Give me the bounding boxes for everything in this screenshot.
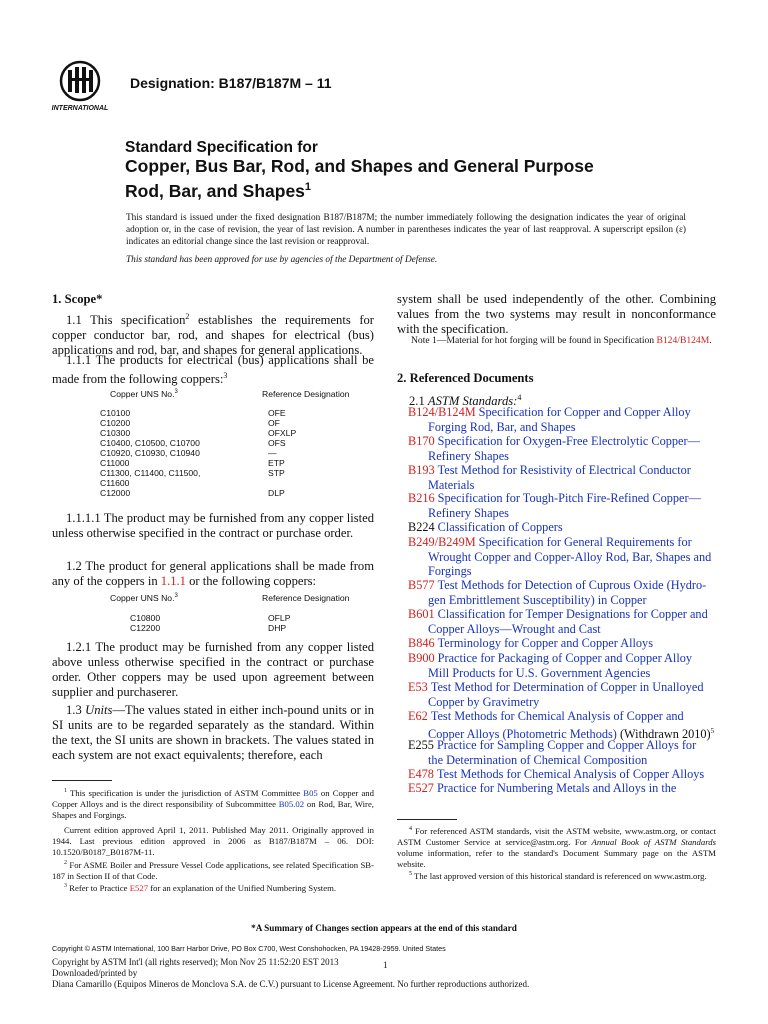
ref-title-link[interactable]: Test Methods for Chemical Analysis of Copper and xyxy=(430,709,684,723)
link-b05-02[interactable]: B05.02 xyxy=(278,798,305,809)
table1-header-designation: Reference Designation xyxy=(262,389,350,399)
table-row: C12200 DHP xyxy=(130,623,287,633)
section-1-heading: 1. Scope* xyxy=(52,292,103,306)
ref-title-link[interactable]: Specification for Oxygen-Free Electrolytic Copper— xyxy=(437,434,700,448)
ref-item xyxy=(408,636,716,651)
ref-title-link[interactable]: Practice for Packaging of Copper and Copper Alloy xyxy=(437,651,693,665)
ref-code-link[interactable]: E478 xyxy=(408,767,434,781)
ref-title-link[interactable]: Specification for General Requirements for xyxy=(478,535,692,549)
ref-item: E255 Practice for Sampling Copper and Copper Alloys for the Determination of Chemical Composition xyxy=(408,738,697,767)
ref-item: B900 Practice for Packaging of Copper and Copper Alloy Mill Products for U.S. Government Agencies xyxy=(408,651,693,680)
summary-of-changes-note: *A Summary of Changes section appears at the end of this standard xyxy=(251,923,517,933)
footnote-1-edition: Current edition approved April 1, 2011. Published May 2011. Originally approved in 1944. Last previous edition approved in 2006 as B187/B187M – 06. DOI: 10.1520/B0187_B0187M-11. xyxy=(52,825,374,857)
link-b124[interactable]: B124/B124M xyxy=(656,335,710,346)
table2-header-designation: Reference Designation xyxy=(262,593,350,603)
footnote-rule-left xyxy=(52,780,112,781)
ref-item xyxy=(408,781,716,796)
ref-item xyxy=(408,767,716,782)
table-row: C11300, C11400, C11500, STP xyxy=(100,468,285,478)
copper-table-2 xyxy=(130,613,290,633)
ref-code-link[interactable]: B846 xyxy=(408,636,435,650)
document-title: Copper, Bus Bar, Rod, and Shapes and General Purpose Rod, Bar, and Shapes$^1$ xyxy=(125,156,594,201)
astm-logo xyxy=(50,58,122,114)
para-1-2: 1.2 The product for general applications shall be made from any of the coppers in 1.1.1 or the following coppers: xyxy=(52,559,374,588)
ref-item: B249/B249M Specification for General Requirements for Wrought Copper and Copper-Alloy Rod, Bar, Shapes and Forgings xyxy=(408,535,712,579)
issued-note: This standard is issued under the fixed designation B187/B187M; the number immediately following the designation indicates the year of original adoption or, in the case of revision, the year of last revision. A number in parentheses indicates the year of last reapproval. A superscript epsilon (ε) indicates an editorial change since the last revision or reapproval. xyxy=(126,213,686,247)
designation: Designation: B187/B187M – 11 xyxy=(130,75,332,91)
section-2-heading: 2. Referenced Documents xyxy=(397,371,534,385)
page-number: 1 xyxy=(383,960,388,970)
link-e527-footnote[interactable]: E527 xyxy=(129,882,149,893)
ref-title-link[interactable]: Practice for Numbering Metals and Alloys in the xyxy=(436,781,677,795)
ref-item: B216 Specification for Tough-Pitch Fire-Refined Copper— Refinery Shapes xyxy=(408,491,701,520)
footnote-1: $^1$ This specification is under the jurisdiction of ASTM Committee B05 on Copper and Copper Alloys and is the direct responsibility of Subcommittee B05.02 on Rod, Bar, Wire, Shapes and Forgings. xyxy=(52,787,374,820)
ref-code-link[interactable]: B216 xyxy=(408,491,435,505)
ref-code-link[interactable]: B249/B249M xyxy=(408,535,476,549)
ref-code-link[interactable]: E527 xyxy=(408,781,434,795)
table-row: C12000 DLP xyxy=(100,488,285,498)
footnote-rule-right xyxy=(397,819,457,820)
ref-code-link[interactable]: B900 xyxy=(408,651,435,665)
copyright-notice: Copyright © ASTM International, 100 Barr Harbor Drive, PO Box C700, West Conshohocken, PA 19428-2959. United States xyxy=(52,944,446,953)
table-row: C10400, C10500, C10700 OFS xyxy=(100,438,286,448)
table-row: C11600 xyxy=(100,478,130,488)
astm-standards-subheading: 2.1 ASTM Standards:$^4$ xyxy=(409,393,522,409)
ref-title-link[interactable]: Test Methods for Chemical Analysis of Copper Alloys xyxy=(436,767,705,781)
para-1-1: 1.1 This specification$^2$ establishes the requirements for copper conductor bar, rod, and shapes for electrical (bus) applications and rod, bar, and shapes for general applications. xyxy=(52,312,374,358)
table-row: C10920, C10930, C10940 — xyxy=(100,448,277,458)
footnote-4: $^4$ For referenced ASTM standards, visit the ASTM website, www.astm.org, or contact ASTM Customer Service at service@astm.org. For Annual Book of ASTM Standards volume information, refer to the standard's Document Summary page on the ASTM website. xyxy=(397,825,716,869)
ref-title-link[interactable]: Practice for Sampling Copper and Copper Alloys for xyxy=(436,738,697,752)
ref-title-link[interactable]: Classification of Coppers xyxy=(437,520,563,534)
link-1-1-1[interactable]: 1.1.1 xyxy=(160,574,186,588)
ref-item: B193 Test Method for Resistivity of Electrical Conductor Materials xyxy=(408,463,691,492)
svg-text:INTERNATIONAL: INTERNATIONAL xyxy=(51,105,109,112)
table-row: C10100 OFE xyxy=(100,408,286,418)
ref-title-link[interactable]: Classification for Temper Designations for Copper and xyxy=(437,607,708,621)
ref-code-link[interactable]: B124/B124M xyxy=(408,405,476,419)
table-row: C10200 OF xyxy=(100,418,280,428)
ref-code-link[interactable]: B193 xyxy=(408,463,435,477)
ref-item: B577 Test Methods for Detection of Cuprous Oxide (Hydro- gen Embrittlement Susceptibility) in Copper xyxy=(408,578,707,607)
download-stamp: Copyright by ASTM Int'l (all rights reserved); Mon Nov 25 11:52:20 EST 2013 Downloaded/printed by Diana Camarillo (Equipos Mineros de Monclova S.A. de C.V.) pursuant to License Agreement. No further reproductions authorized. xyxy=(52,957,530,989)
table1-header-uns: Copper UNS No.$^3$ xyxy=(110,389,178,399)
ref-item: B601 Classification for Temper Designations for Copper and Copper Alloys—Wrought and Cast xyxy=(408,607,708,636)
para-1-1-1-1: 1.1.1.1 The product may be furnished from any copper listed unless otherwise specified in the contract or purchase order. xyxy=(52,511,374,540)
table-row: C11000 ETP xyxy=(100,458,285,468)
copper-table-1 xyxy=(100,408,296,498)
table2-header-uns: Copper UNS No.$^3$ xyxy=(110,593,178,603)
footnote-3: $^3$ Refer to Practice E527 for an explanation of the Unified Numbering System. xyxy=(64,882,337,893)
ref-item: B170 Specification for Oxygen-Free Electrolytic Copper— Refinery Shapes xyxy=(408,434,700,463)
ref-title-link[interactable]: Specification for Copper and Copper Alloy xyxy=(478,405,691,419)
ref-title-link[interactable]: Test Method for Resistivity of Electrical Conductor xyxy=(437,463,691,477)
ref-title-link[interactable]: Specification for Tough-Pitch Fire-Refined Copper— xyxy=(437,491,701,505)
ref-item: B224 Classification of Coppers xyxy=(408,520,563,534)
ref-code-link[interactable]: B601 xyxy=(408,607,435,621)
ref-item: E53 Test Method for Determination of Copper in Unalloyed Copper by Gravimetry xyxy=(408,680,704,709)
para-1-3-continued: system shall be used independently of the other. Combining values from the two systems may result in nonconformance with the specification. xyxy=(397,292,716,336)
title-line-1: Standard Specification for xyxy=(125,139,318,156)
link-b05[interactable]: B05 xyxy=(303,787,318,798)
footnote-2: $^2$ For ASME Boiler and Pressure Vessel Code applications, see related Specification SB-187 in Section II of that Code. xyxy=(52,859,374,881)
dod-approval-note: This standard has been approved for use by agencies of the Department of Defense. xyxy=(126,255,438,265)
note-1: Note 1—Material for hot forging will be found in Specification B124/B124M. xyxy=(411,335,712,346)
footnote-5: $^5$ The last approved version of this historical standard is referenced on www.astm.org. xyxy=(409,870,707,881)
para-1-1-1: 1.1.1 The products for electrical (bus) applications shall be made from the following coppers:$^3$ xyxy=(52,353,374,387)
ref-code-link[interactable]: B577 xyxy=(408,578,435,592)
ref-title-link[interactable]: Test Methods for Detection of Cuprous Oxide (Hydro- xyxy=(437,578,707,592)
para-1-3: 1.3 Units—The values stated in either inch-pound units or in SI units are to be regarded separately as the standard. Within the text, the SI units are shown in brackets. The values stated in each system are not exact equivalents; therefore, each xyxy=(52,703,375,762)
ref-code-link[interactable]: E62 xyxy=(408,709,428,723)
ref-code-link[interactable]: E53 xyxy=(408,680,428,694)
table-row: C10800 OFLP xyxy=(130,613,291,623)
table-row: C10300 OFXLP xyxy=(100,428,297,438)
ref-title-link[interactable]: Test Method for Determination of Copper in Unalloyed xyxy=(430,680,704,694)
ref-item: B124/B124M Specification for Copper and Copper Alloy Forging Rod, Bar, and Shapes xyxy=(408,405,691,434)
ref-title-link[interactable]: Terminology for Copper and Copper Alloys xyxy=(437,636,653,650)
ref-item: E62 Test Methods for Chemical Analysis of Copper and Copper Alloys (Photometric Methods) (Withdrawn 2010)$^5$ xyxy=(408,709,715,741)
para-1-2-1: 1.2.1 The product may be furnished from any copper listed above unless otherwise specified in the contract or purchase order. Other coppers may be used upon agreement between supplier and purchaserer. xyxy=(52,640,374,699)
ref-code-link[interactable]: B170 xyxy=(408,434,435,448)
